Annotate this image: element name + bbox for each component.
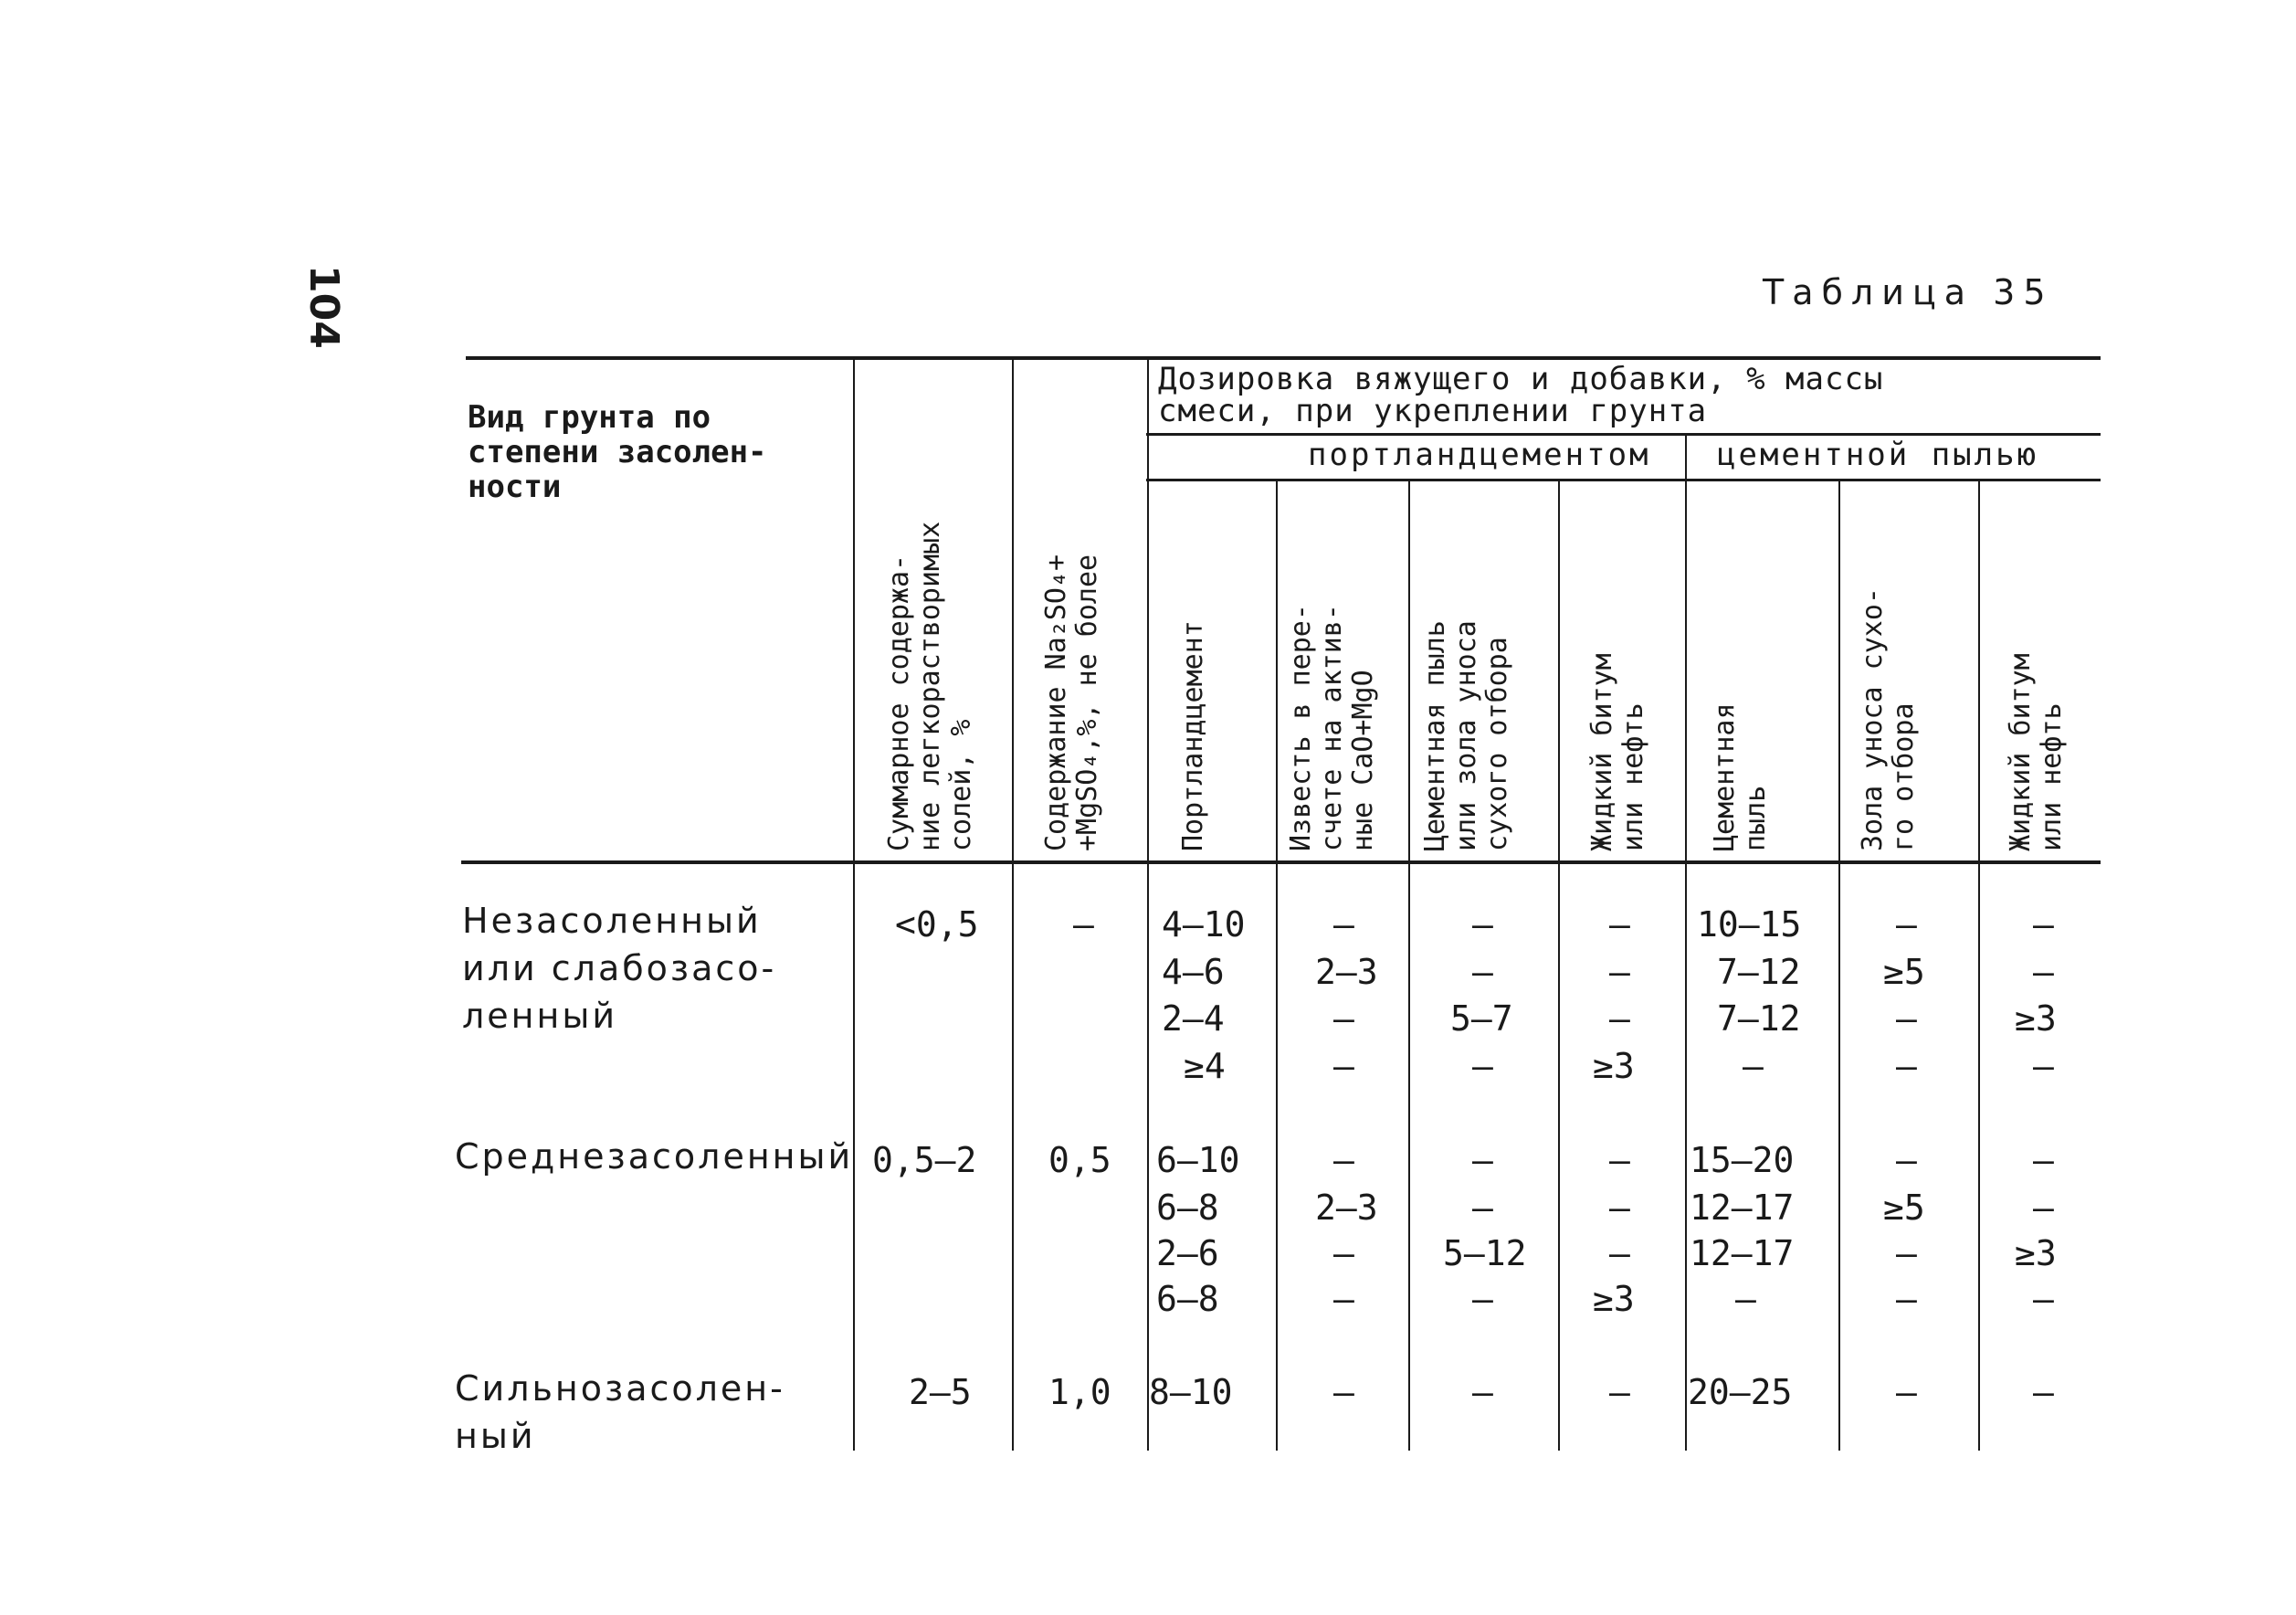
cell: – (1333, 1372, 1354, 1412)
col-rule (1838, 480, 1840, 1451)
header-dosage-span: Дозировка вяжущего и добавки, % массы смеси, при укреплении грунта (1158, 361, 1884, 429)
header-dust-or-ash: Цементная пыль или зола уноса сухого отбора (1419, 620, 1513, 851)
cell: – (1896, 1372, 1917, 1412)
cell: – (2033, 952, 2054, 992)
cell: – (1333, 904, 1354, 945)
cell: – (1472, 1279, 1493, 1319)
header-portland-cement: Портландцемент (1177, 620, 1209, 851)
row-label: Незасоленный или слабозасо- ленный (462, 901, 777, 1036)
cell: ≥3 (2015, 998, 2057, 1039)
cell: 6–8 (1156, 1279, 1219, 1319)
col-rule (1276, 480, 1278, 1451)
col-rule (1685, 435, 1687, 1451)
cell: ≥3 (1593, 1279, 1635, 1319)
page-number: 104 (300, 265, 347, 349)
cell: 2–4 (1162, 998, 1225, 1039)
cell: – (1896, 1140, 1917, 1180)
col-rule (1408, 480, 1410, 1451)
cell: – (1896, 1046, 1917, 1086)
cell: – (1472, 1372, 1493, 1412)
cell: – (2033, 1140, 2054, 1180)
header-cement-dust: Цементная пыль (1709, 702, 1772, 851)
cell: – (1333, 1046, 1354, 1086)
cell: – (1896, 1279, 1917, 1319)
cell: 5–12 (1443, 1233, 1527, 1273)
cell: 7–12 (1717, 998, 1801, 1039)
header-soil-type: Вид грунта по степени засолен- ности (468, 399, 767, 505)
cell: – (1472, 1140, 1493, 1180)
header-fly-ash: Зола уноса сухо- го отбора (1857, 587, 1920, 851)
col-rule (1147, 358, 1149, 1451)
cell: – (1735, 1279, 1756, 1319)
cell: – (1896, 998, 1917, 1039)
header-sulfate-content: Содержание Na₂SO₄+ +MgSO₄,%, не более (1040, 554, 1103, 851)
cell: 2–3 (1315, 952, 1378, 992)
cell-sulfate: 0,5 (1048, 1140, 1111, 1180)
cell: ≥3 (1593, 1046, 1635, 1086)
cell: – (1333, 1140, 1354, 1180)
cell: – (2033, 1046, 2054, 1086)
header-bottom-rule (461, 860, 2101, 864)
cell: – (1896, 904, 1917, 945)
cell: – (1333, 998, 1354, 1039)
cell: – (1743, 1046, 1764, 1086)
header-lime: Известь в пере- счете на актив- ные CaO+MgO (1285, 604, 1379, 851)
cell: – (1472, 904, 1493, 945)
cell-total-salts: 0,5–2 (872, 1140, 977, 1180)
col-rule (1978, 480, 1980, 1451)
header-bitumen-portland: Жидкий битум или нефть (1586, 653, 1649, 851)
cell: – (1609, 1140, 1630, 1180)
cell: 7–12 (1717, 952, 1801, 992)
cell: ≥5 (1883, 952, 1925, 992)
cell: – (1609, 952, 1630, 992)
group-bottom-rule (1146, 479, 2101, 481)
cell-total-salts: 2–5 (909, 1372, 972, 1412)
table-top-rule (466, 356, 2101, 360)
cell: – (1609, 998, 1630, 1039)
row-label: Сильнозасолен- ный (455, 1368, 785, 1456)
cell: – (1472, 1188, 1493, 1228)
col-rule (853, 358, 855, 1451)
cell: – (1609, 1188, 1630, 1228)
cell: – (2033, 1279, 2054, 1319)
cell: 4–10 (1162, 904, 1246, 945)
cell: – (1472, 952, 1493, 992)
cell: ≥5 (1883, 1188, 1925, 1228)
header-total-salts: Суммарное содержа- ние легкорастворимых солей, % (883, 521, 977, 851)
span-bottom-rule (1146, 433, 2101, 436)
cell-sulfate: 1,0 (1048, 1372, 1111, 1412)
cell: – (1333, 1279, 1354, 1319)
cell: 2–6 (1156, 1233, 1219, 1273)
cell: – (2033, 904, 2054, 945)
col-rule (1012, 358, 1014, 1451)
cell: 4–6 (1162, 952, 1225, 992)
cell: – (1333, 1233, 1354, 1273)
col-rule (1558, 480, 1560, 1451)
cell: 5–7 (1450, 998, 1513, 1039)
cell: 12–17 (1690, 1188, 1795, 1228)
cell: – (1472, 1046, 1493, 1086)
cell: – (2033, 1188, 2054, 1228)
cell: 20–25 (1688, 1372, 1793, 1412)
cell: 6–8 (1156, 1188, 1219, 1228)
cell: 2–3 (1315, 1188, 1378, 1228)
cell: 10–15 (1697, 904, 1802, 945)
cell: 8–10 (1149, 1372, 1233, 1412)
header-portland-group: портландцементом (1308, 437, 1651, 473)
header-bitumen-dust: Жидкий битум или нефть (2005, 653, 2068, 851)
cell: – (1896, 1233, 1917, 1273)
row-label: Среднезасоленный (455, 1136, 854, 1177)
cell: ≥3 (2015, 1233, 2057, 1273)
cell: 15–20 (1690, 1140, 1795, 1180)
cell: ≥4 (1184, 1046, 1226, 1086)
cell: – (1609, 1233, 1630, 1273)
cell-sulfate: – (1073, 904, 1094, 945)
cell: – (1609, 1372, 1630, 1412)
table-caption: Таблица 35 (1763, 272, 2054, 312)
cell: – (2033, 1372, 2054, 1412)
cell: 12–17 (1690, 1233, 1795, 1273)
cell: – (1609, 904, 1630, 945)
cell-total-salts: <0,5 (895, 904, 979, 945)
header-dust-group: цементной пылью (1717, 437, 2039, 473)
cell: 6–10 (1156, 1140, 1240, 1180)
